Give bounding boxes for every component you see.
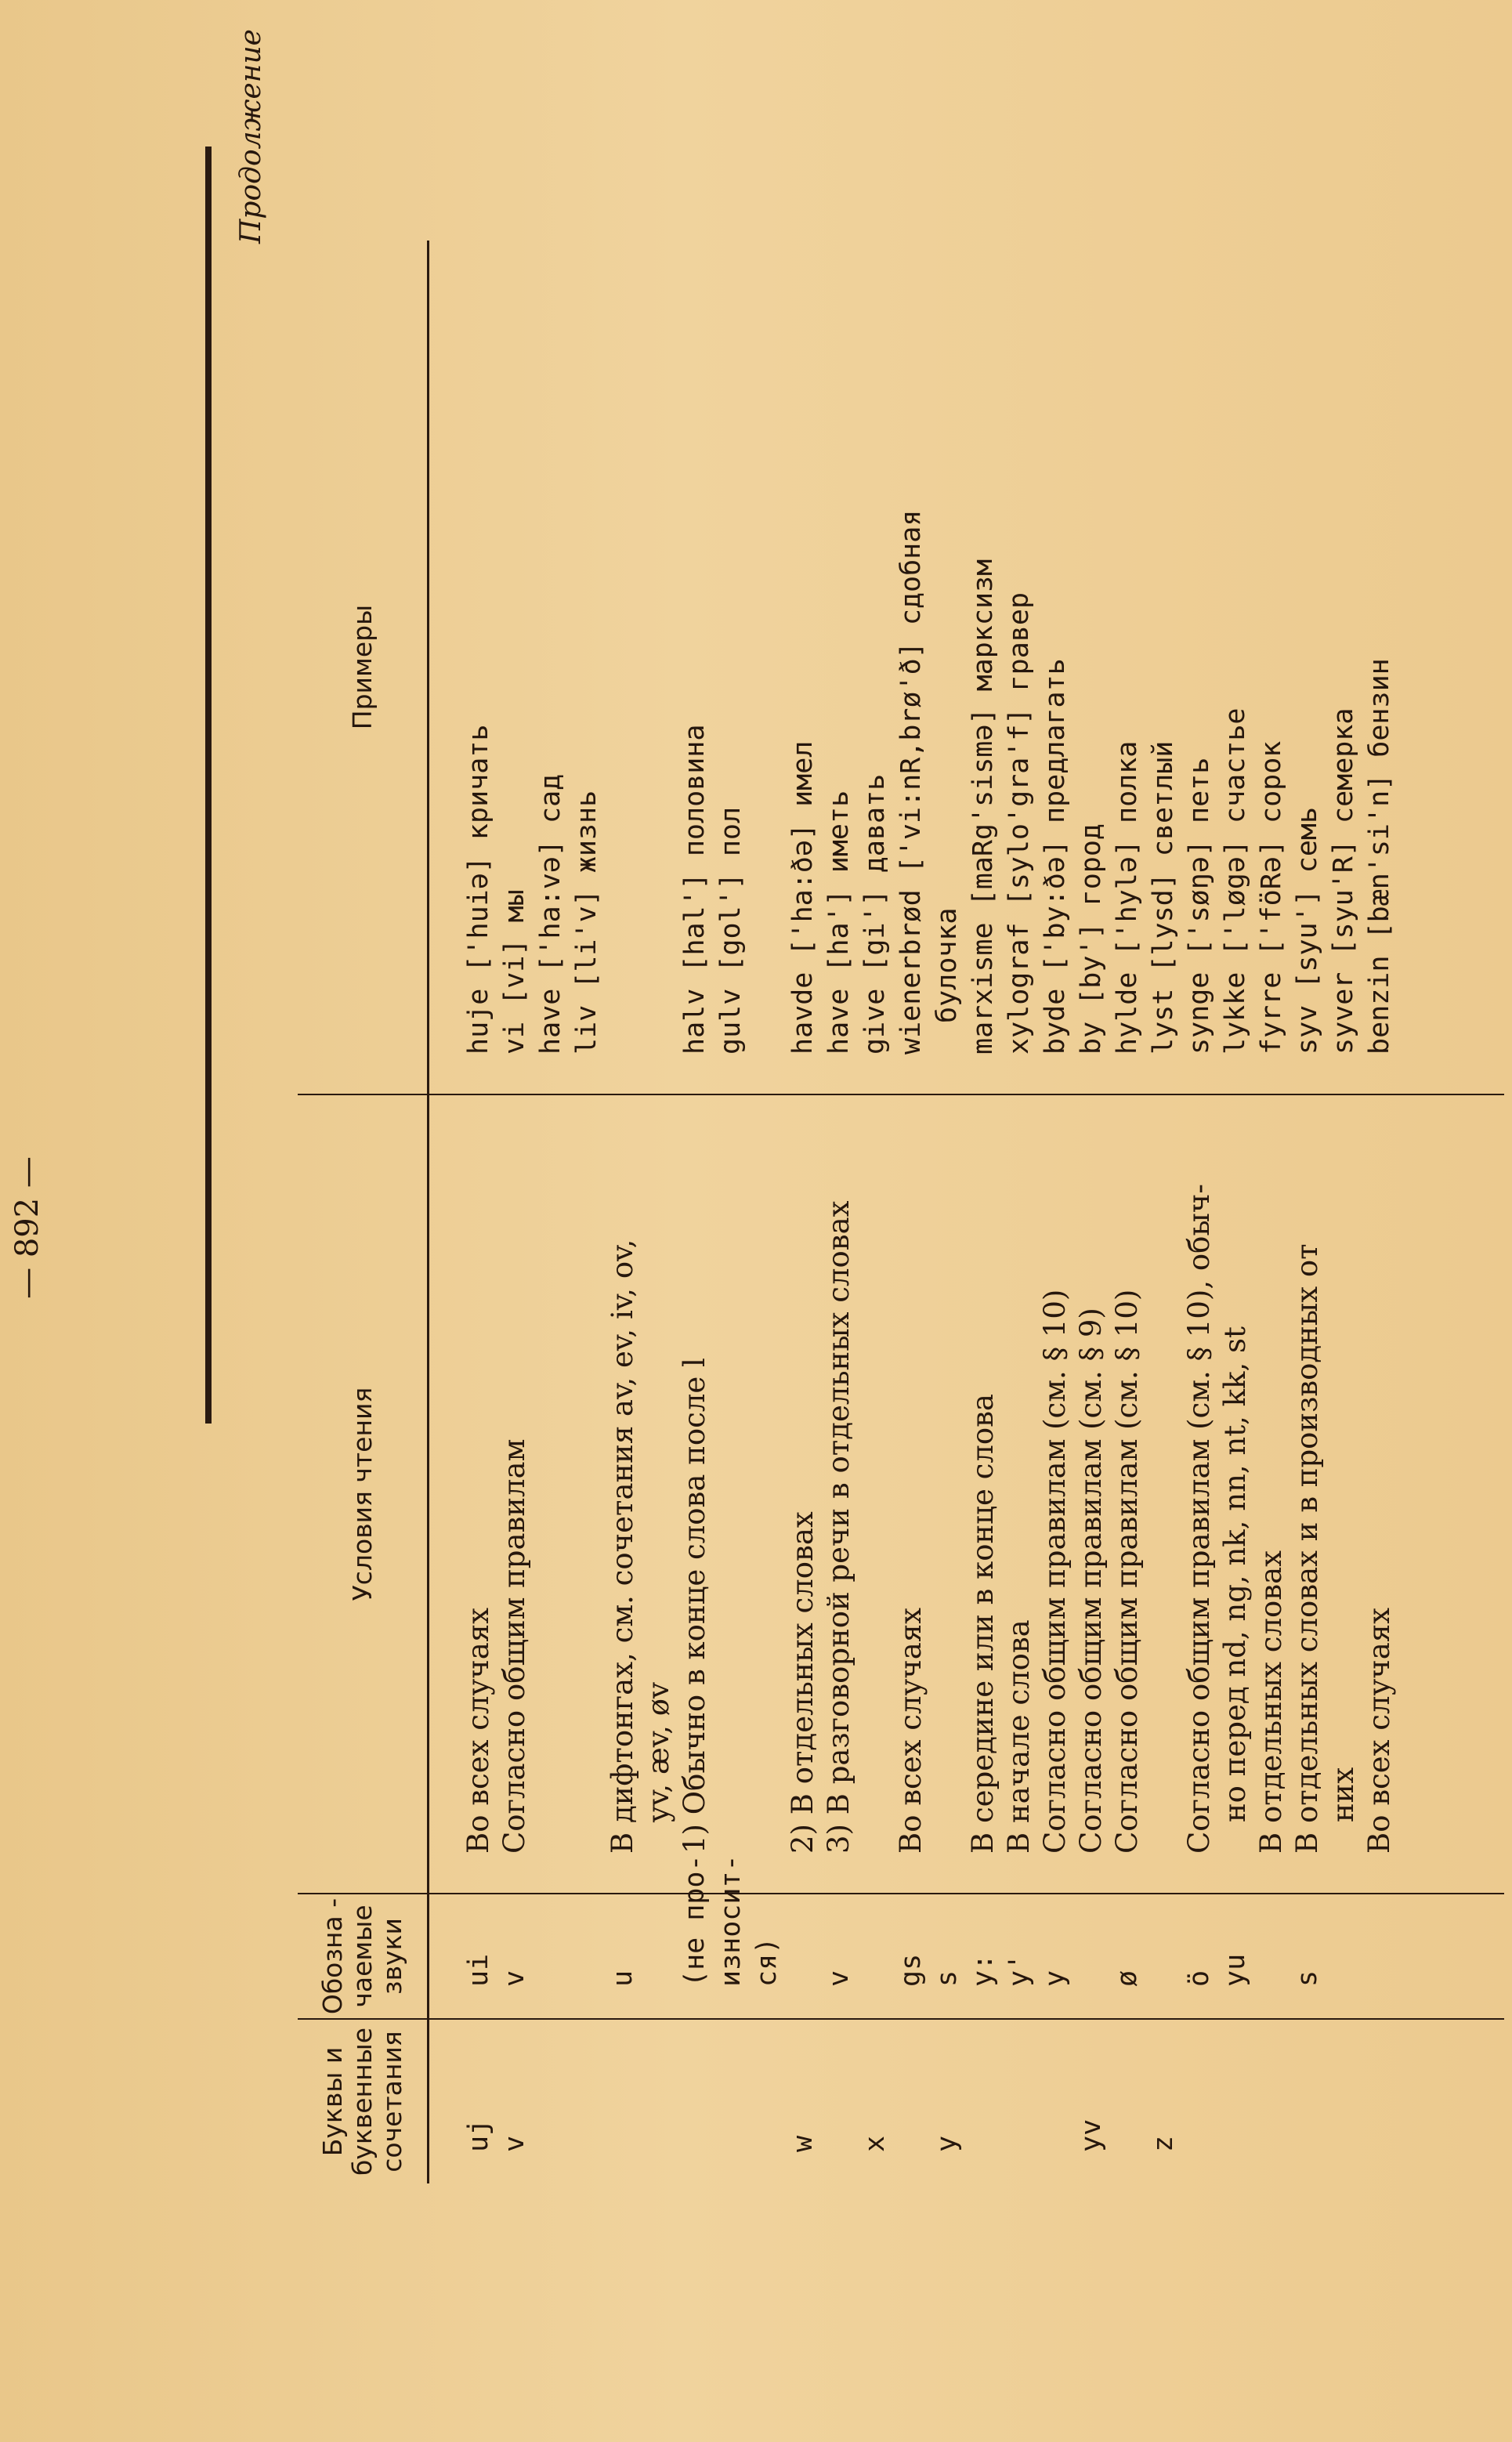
header-sounds-line: чаемые xyxy=(346,1905,378,2008)
letter-combination xyxy=(605,2020,641,2183)
example-word: have [ha'] иметь xyxy=(823,790,855,1055)
example-word: lyst [lysd] светлый xyxy=(1148,740,1179,1055)
sound-symbol xyxy=(1253,1894,1290,2018)
letter-combination xyxy=(533,2020,569,2183)
reading-condition: Согласно общим правилам (см. § 10), обыч- xyxy=(1182,1184,1216,1854)
example-word: syv [syu'] семь xyxy=(1292,806,1323,1055)
header-sounds xyxy=(298,1894,429,2019)
reading-condition: В отдельных словах и в производных от xyxy=(1290,1243,1324,1854)
letter-combination: v xyxy=(499,2135,530,2152)
letter-combination xyxy=(1109,2020,1145,2183)
reading-condition: них xyxy=(1326,1767,1360,1822)
reading-condition: но перед nd, ng, nk, nn, nt, kk, st xyxy=(1218,1326,1252,1822)
example-word: marxisme [maRg'sismə] марксизм xyxy=(968,559,999,1055)
letter-combination xyxy=(677,2020,713,2183)
letter-combination: x xyxy=(859,2135,891,2152)
example-word: benzin [bæn'si'n] бензин xyxy=(1364,658,1395,1055)
letter-combination xyxy=(893,2020,929,2183)
reading-condition xyxy=(1145,1095,1181,1893)
sound-symbol: износит- xyxy=(715,1854,747,1987)
letter-combination: w xyxy=(787,2135,819,2152)
example-word: hylde ['hylə] полка xyxy=(1112,740,1143,1055)
example-word xyxy=(605,241,641,1094)
reading-condition: Во всех случаях xyxy=(461,1607,495,1854)
letter-combination xyxy=(1037,2020,1073,2183)
example-word: wienerbrød ['vi:nR,brø'ð] сдобная xyxy=(895,509,927,1055)
sound-symbol xyxy=(785,1894,821,2018)
sound-symbol: y xyxy=(1040,1970,1071,1987)
letters-column xyxy=(429,2019,1505,2183)
header-letters-line: буквенные xyxy=(346,2027,378,2176)
example-word: fyrre ['föRə] сорок xyxy=(1256,740,1287,1055)
reading-rules-table xyxy=(298,241,1504,2183)
letter-combination: uj xyxy=(463,2118,494,2152)
sound-symbol: ся) xyxy=(751,1937,783,1987)
continuation-label: Продолжение xyxy=(235,29,267,244)
letter-combination xyxy=(821,2020,857,2183)
example-word: vi [vi] мы xyxy=(499,889,530,1055)
reading-condition: 2) В отдельных словах xyxy=(786,1511,819,1854)
letter-combination xyxy=(569,2020,605,2183)
letter-combination: yv xyxy=(1076,2118,1107,2152)
example-word: liv [li'v] жизнь xyxy=(571,790,602,1055)
example-word: havde ['ha:ðə] имел xyxy=(787,740,819,1055)
sound-symbol: ø xyxy=(1112,1970,1143,1987)
sound-symbol: u xyxy=(607,1970,638,1987)
reading-condition: В отдельных словах xyxy=(1254,1550,1288,1854)
sound-symbol: s xyxy=(1292,1970,1323,1987)
example-word xyxy=(641,241,677,1094)
example-word: gulv [gol'] пол xyxy=(715,806,747,1055)
header-letters-line: Буквы и xyxy=(317,2046,348,2157)
sounds-column xyxy=(429,1854,1505,2019)
sound-symbol xyxy=(641,1894,677,2018)
letter-combination xyxy=(1001,2020,1037,2183)
example-word: give [gi'] давать xyxy=(859,773,891,1055)
sound-symbol: y' xyxy=(1004,1953,1035,1987)
letter-combination: z xyxy=(1148,2135,1179,2152)
page-number: — 892 — xyxy=(9,1156,45,1299)
sound-symbol: y: xyxy=(968,1953,999,1987)
example-word: huje ['huiə] кричать xyxy=(463,724,494,1055)
reading-condition: Согласно общим правилам xyxy=(497,1438,531,1854)
letter-combination: y xyxy=(931,2135,963,2152)
sound-symbol: (не про- xyxy=(679,1854,711,1987)
sound-symbol: yu xyxy=(1220,1953,1251,1987)
letter-combination xyxy=(965,2020,1001,2183)
example-word: xylograf [sylo'gra'f] гравер xyxy=(1004,592,1035,1055)
sound-symbol: gs xyxy=(895,1953,927,1987)
reading-condition xyxy=(749,1095,785,1893)
sound-symbol xyxy=(569,1894,605,2018)
reading-condition: Согласно общим правилам (см. § 10) xyxy=(1038,1289,1072,1854)
reading-condition: Во всех случаях xyxy=(1362,1607,1396,1854)
reading-condition: 1) Обычно в конце слова после l xyxy=(678,1358,711,1854)
examples-column xyxy=(429,241,1505,1094)
sound-symbol: ui xyxy=(463,1953,494,1987)
sound-symbol: ö xyxy=(1184,1970,1215,1987)
letter-combination xyxy=(641,2020,677,2183)
header-sounds-line: звуки xyxy=(376,1918,407,1995)
example-word: by [by'] город xyxy=(1076,823,1107,1055)
header-letters xyxy=(298,2019,429,2183)
example-word: byde ['by:ðə] предлагать xyxy=(1040,658,1071,1055)
table-body-row xyxy=(429,241,1505,2183)
header-rule xyxy=(205,147,212,1424)
conditions-column xyxy=(429,1094,1505,1894)
reading-condition: 3) В разговорной речи в отдельных словах xyxy=(822,1200,855,1854)
reading-condition: yv, æv, øv xyxy=(642,1682,675,1822)
reading-condition xyxy=(533,1095,569,1893)
reading-condition: Во всех случаях xyxy=(894,1607,928,1854)
header-sounds-line: Обозна - xyxy=(317,1898,348,2015)
sound-symbol xyxy=(1073,1894,1109,2018)
example-word: synge ['søŋə] петь xyxy=(1184,757,1215,1055)
reading-condition xyxy=(713,1095,749,1893)
reading-condition: Согласно общим правилам (см. § 9) xyxy=(1074,1308,1108,1854)
reading-condition xyxy=(929,1095,965,1893)
header-conditions: Условия чтения xyxy=(298,1094,429,1894)
letter-combination xyxy=(749,2020,785,2183)
sound-symbol: v xyxy=(823,1970,855,1987)
example-word: halv [hal'] половина xyxy=(679,724,711,1055)
header-examples: Примеры xyxy=(298,241,429,1094)
sound-symbol: s xyxy=(931,1970,963,1987)
reading-condition: В начале слова xyxy=(1002,1619,1036,1854)
reading-condition xyxy=(569,1095,605,1893)
sound-symbol xyxy=(857,1894,893,2018)
reading-condition xyxy=(857,1095,893,1893)
example-word: syver [syu'R] семерка xyxy=(1328,707,1359,1055)
example-word: lykke ['løgə] счастье xyxy=(1220,707,1251,1055)
reading-condition: Согласно общим правилам (см. § 10) xyxy=(1110,1289,1144,1854)
reading-condition: В дифтонгах, см. сочетания av, ev, iv, ov, xyxy=(606,1239,639,1854)
sound-symbol xyxy=(1145,1894,1181,2018)
example-word xyxy=(749,241,785,1094)
table-header-row xyxy=(298,241,429,2183)
reading-condition: В середине или в конце слова xyxy=(966,1394,1000,1854)
letter-combination xyxy=(713,2020,749,2183)
sound-symbol: v xyxy=(499,1970,530,1987)
sound-symbol xyxy=(533,1894,569,2018)
example-word: булочка xyxy=(931,907,963,1023)
header-letters-line: сочетания xyxy=(376,2031,407,2172)
example-word: have ['ha:və] сад xyxy=(535,773,566,1055)
